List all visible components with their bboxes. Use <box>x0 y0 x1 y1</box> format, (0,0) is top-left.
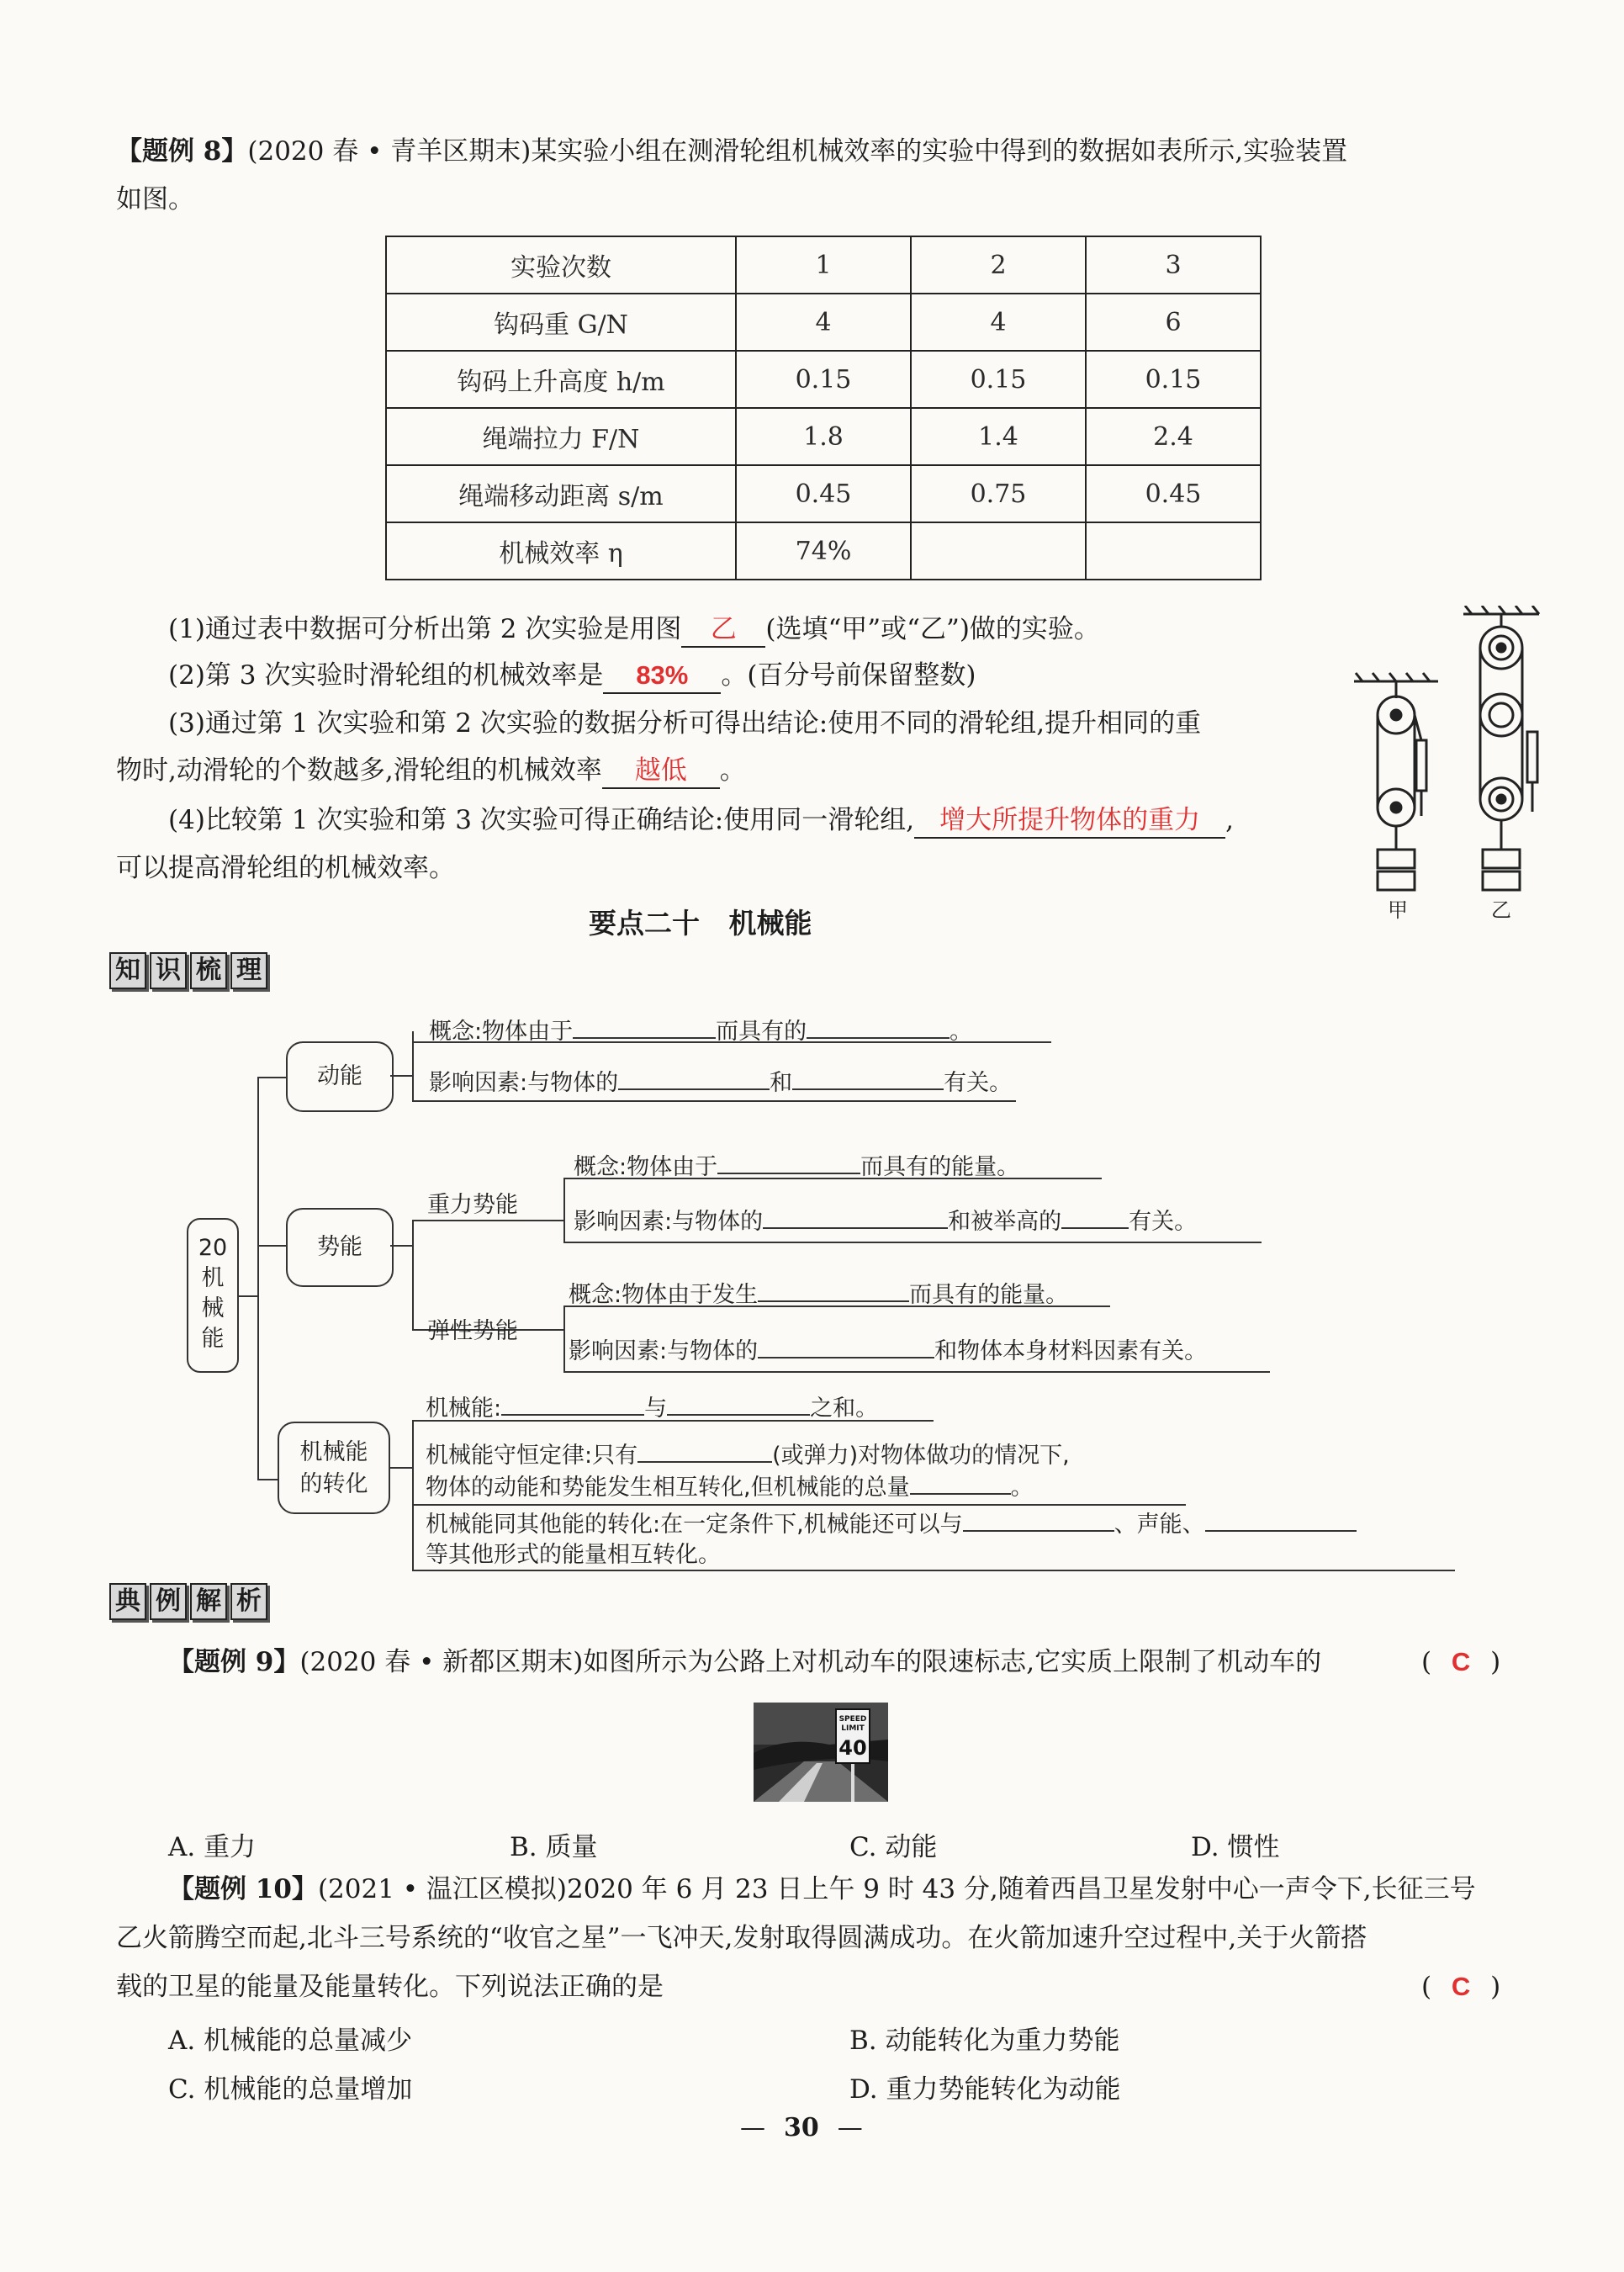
example9-answer-paren: ( C ) <box>1421 1645 1500 1679</box>
example9-source: (2020 春 • 新都区期末) <box>299 1647 584 1677</box>
table-row <box>386 236 1261 294</box>
table-cell: 1.4 <box>911 408 1086 465</box>
conversion-definition: 机械能: 与 之和。 <box>426 1396 879 1422</box>
example10-option-a: A. 机械能的总量减少 <box>168 2026 413 2056</box>
table-cell: 0.45 <box>736 465 911 522</box>
table-cell: 4 <box>736 294 911 351</box>
example8-source: (2020 春 • 青羊区期末) <box>247 136 532 167</box>
question-1: (1)通过表中数据可分析出第 2 次实验是用图 乙 (选填“甲”或“乙”)做的实验。 <box>168 612 1100 648</box>
gravity-concept: 概念:物体由于 而具有的能量。 <box>574 1154 1020 1180</box>
example9-label: 【题例 9】 <box>168 1647 300 1677</box>
elastic-factor: 影响因素:与物体的 和物体本身材料因素有关。 <box>569 1338 1208 1364</box>
example8-stem <box>116 135 1546 168</box>
example10-answer-paren: ( C ) <box>1421 1970 1500 2004</box>
page-footer <box>740 2113 863 2142</box>
table-cell: 0.15 <box>1086 351 1261 408</box>
table-cell: 2 <box>911 236 1086 294</box>
other-energy-line2: 等其他形式的能量相互转化。 <box>426 1542 721 1568</box>
pulley-jia <box>1354 673 1438 890</box>
table-row <box>386 408 1261 465</box>
page-dash-right: — <box>837 2113 863 2142</box>
table-cell <box>1086 522 1261 580</box>
badge1-char: 识 <box>150 952 187 989</box>
badge1-char: 理 <box>230 952 267 989</box>
table-cell: 0.75 <box>911 465 1086 522</box>
table-row <box>386 522 1261 580</box>
kinetic-concept: 概念:物体由于 而具有的 。 <box>429 1019 973 1045</box>
fig-label-yi: 乙 <box>1491 898 1511 922</box>
badge2-char: 解 <box>190 1583 227 1620</box>
badge2-char: 析 <box>230 1583 267 1620</box>
fig-label-jia: 甲 <box>1388 898 1408 922</box>
example10-line1: 【题例 10】(2021 • 温江区模拟)2020 年 6 月 23 日上午 9 时 43 分,随着西昌卫星发射中心一声令下,长征三号 <box>168 1874 1476 1904</box>
example8-stem-line2: 如图。 <box>116 184 194 214</box>
sign-value: 40 <box>838 1736 867 1760</box>
table-cell: 4 <box>911 294 1086 351</box>
table-row <box>386 294 1261 351</box>
table-row-header: 绳端移动距离 s/m <box>386 465 736 522</box>
example9-option-c: C. 动能 <box>849 1832 938 1862</box>
table-cell: 74% <box>736 522 911 580</box>
badge2-char: 典 <box>109 1583 146 1620</box>
table-row <box>386 465 1261 522</box>
efficiency-table <box>385 236 1262 580</box>
gravity-factor: 影响因素:与物体的 和被举高的 有关。 <box>574 1209 1198 1235</box>
table-cell: 2.4 <box>1086 408 1261 465</box>
node-potential: 势能 <box>286 1208 394 1287</box>
table-cell: 6 <box>1086 294 1261 351</box>
table-cell: 3 <box>1086 236 1261 294</box>
page-number: 30 <box>784 2113 819 2142</box>
page-dash-left: — <box>740 2113 765 2142</box>
example9-option-a: A. 重力 <box>168 1832 257 1862</box>
badge-examples <box>109 1583 267 1620</box>
example10-answer: C <box>1451 1972 1471 2001</box>
mindmap-root: 20 机 械 能 <box>187 1218 239 1373</box>
table-cell: 0.15 <box>911 351 1086 408</box>
conservation-law-line2: 物体的动能和势能发生相互转化,但机械能的总量 。 <box>426 1475 1034 1501</box>
other-energy: 机械能同其他能的转化:在一定条件下,机械能还可以与 、声能、 <box>426 1506 1357 1538</box>
badge-knowledge <box>109 952 267 989</box>
question-4: (4)比较第 1 次实验和第 3 次实验可得正确结论:使用同一滑轮组, 增大所提升物体的重力 , <box>168 803 1234 839</box>
badge2-char: 例 <box>150 1583 187 1620</box>
table-cell: 0.15 <box>736 351 911 408</box>
node-elastic: 弹性势能 <box>427 1318 518 1344</box>
table-row-header: 绳端拉力 F/N <box>386 408 736 465</box>
example9-text: 如图所示为公路上对机动车的限速标志,它实质上限制了机动车的 <box>583 1647 1322 1677</box>
badge1-char: 梳 <box>190 952 227 989</box>
speed-limit-photo <box>754 1703 888 1802</box>
example8-stem-line1: 某实验小组在测滑轮组机械效率的实验中得到的数据如表所示,实验装置 <box>531 136 1348 167</box>
example10-source: (2021 • 温江区模拟) <box>317 1874 568 1904</box>
sign-speed: SPEED <box>838 1715 867 1724</box>
answer-2: 83% <box>603 659 721 694</box>
table-cell: 1 <box>736 236 911 294</box>
example10-option-c: C. 机械能的总量增加 <box>168 2074 413 2105</box>
table-row-header: 钩码上升高度 h/m <box>386 351 736 408</box>
table-row-header: 机械效率 η <box>386 522 736 580</box>
answer-1: 乙 <box>681 612 765 648</box>
question-4-line2: 可以提高滑轮组的机械效率。 <box>116 853 455 883</box>
elastic-concept: 概念:物体由于发生 而具有的能量。 <box>569 1282 1069 1308</box>
pulley-figure <box>1337 606 1547 925</box>
example8-label: 【题例 8】 <box>116 136 248 167</box>
answer-3: 越低 <box>602 754 720 789</box>
table-row <box>386 351 1261 408</box>
section-title: 要点二十 机械能 <box>589 907 812 940</box>
node-kinetic: 动能 <box>286 1041 394 1112</box>
question-3-line2: 物时,动滑轮的个数越多,滑轮组的机械效率 越低 。 <box>116 754 746 789</box>
example10-option-d: D. 重力势能转化为动能 <box>849 2074 1121 2105</box>
pulley-yi <box>1463 606 1539 890</box>
table-cell: 0.45 <box>1086 465 1261 522</box>
example9-option-d: D. 惯性 <box>1191 1832 1280 1862</box>
example9-option-b: B. 质量 <box>510 1832 598 1862</box>
example10-option-b: B. 动能转化为重力势能 <box>849 2026 1120 2056</box>
example9-stem <box>168 1645 1564 1679</box>
question-2: (2)第 3 次实验时滑轮组的机械效率是 83% 。(百分号前保留整数) <box>168 659 976 694</box>
question-3-line1: (3)通过第 1 次实验和第 2 次实验的数据分析可得出结论:使用不同的滑轮组,提升相同的重 <box>168 708 1202 739</box>
example10-line2: 乙火箭腾空而起,北斗三号系统的“收官之星”一飞冲天,发射取得圆满成功。在火箭加速升空过程中,关于火箭搭 <box>116 1923 1367 1953</box>
answer-4: 增大所提升物体的重力 <box>914 803 1225 839</box>
sign-limit: LIMIT <box>841 1724 865 1733</box>
node-gravity: 重力势能 <box>427 1192 518 1218</box>
badge1-char: 知 <box>109 952 146 989</box>
example10-label: 【题例 10】 <box>168 1874 318 1904</box>
example10-line3: 载的卫星的能量及能量转化。下列说法正确的是 <box>116 1972 664 2002</box>
table-row-header: 钩码重 G/N <box>386 294 736 351</box>
table-cell: 1.8 <box>736 408 911 465</box>
example9-answer: C <box>1451 1647 1471 1676</box>
table-cell <box>911 522 1086 580</box>
kinetic-factor: 影响因素:与物体的 和 有关。 <box>429 1070 1013 1096</box>
table-row-header: 实验次数 <box>386 236 736 294</box>
node-conversion: 机械能 的转化 <box>278 1422 390 1514</box>
conservation-law: 机械能守恒定律:只有 (或弹力)对物体做功的情况下, <box>426 1443 1070 1469</box>
